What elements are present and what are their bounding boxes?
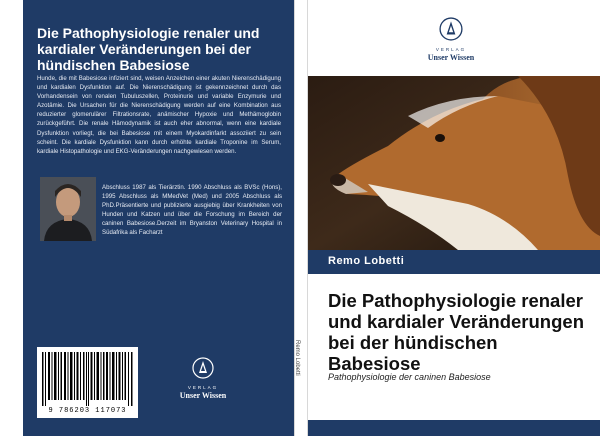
barcode [37, 347, 138, 418]
author-bio: Abschluss 1987 als Tierärztin. 1990 Abschluss als BVSc (Hons), 1995 Abschluss als MMedVet (Med) und 2005 Abschluss als PhD.Präsentierte und publizierte ausgiebig über Krankheiten von Hunden und Katzen und über die Forschung im Bereich der caninen Babesiose.Derzeit im Bryanston Veterinary Hospital in Südafrika als Facharzt [102, 184, 282, 237]
front-cover-subtitle: Pathophysiologie der caninen Babesiose [328, 372, 491, 382]
spine-author: Remo Lobetti [294, 340, 300, 376]
front-bottom-band [308, 420, 600, 436]
front-cover-title: Die Pathophysiologie renaler und kardialer Veränderungen bei der hündischen Babesiose [328, 290, 584, 374]
barcode-bars-icon [42, 352, 133, 406]
publisher-word: VERLAG [187, 385, 219, 390]
publisher-word: VERLAG [435, 47, 467, 52]
author-portrait-icon [40, 177, 96, 241]
dog-photo [308, 76, 600, 250]
back-cover-title: Die Pathophysiologie renaler und kardialer Veränderungen bei der hündischen Babesiose [37, 25, 260, 73]
publisher-name: Unser Wissen [179, 391, 227, 400]
publisher-emblem-icon [192, 357, 214, 379]
publisher-emblem-icon [439, 17, 463, 41]
front-author-name: Remo Lobetti [328, 255, 405, 267]
publisher-name: Unser Wissen [427, 53, 475, 62]
publisher-logo-back [173, 357, 233, 401]
back-cover-blurb: Hunde, die mit Babesiose infiziert sind, weisen Anzeichen einer akuten Nierenschädigung und kardialen Dysfunktion auf. Die Nierenschädigung ist gekennzeichnet durch das Vorhandensein von renalen Tubuluszellen, Proteinurie und variable Enzymurie und Azotämie. Die Ursachen für die Nierenschädigung werden auf eine Kombination aus reduzierter glomerulärer Filtrationsrate, anämischer Hypoxie und Methämoglobin zurückgeführt. Die renale Hämodynamik ist auch eher abnormal, wenn eine kardiale Dysfunktion vorliegt, die bei Babesiose mit einem Myokardinfarkt assoziiert zu sein scheint. Die kardiale Dysfunktion kann durch erhöhte kardiale Troponine im Serum, kardiale Histopathologie und EKG-Veränderungen nachgewiesen werden. [37, 75, 281, 155]
publisher-logo-front [421, 17, 481, 63]
author-photo [40, 177, 96, 241]
dog-image-icon [308, 76, 600, 250]
barcode-digits: 9 786203 117073 [48, 407, 127, 415]
